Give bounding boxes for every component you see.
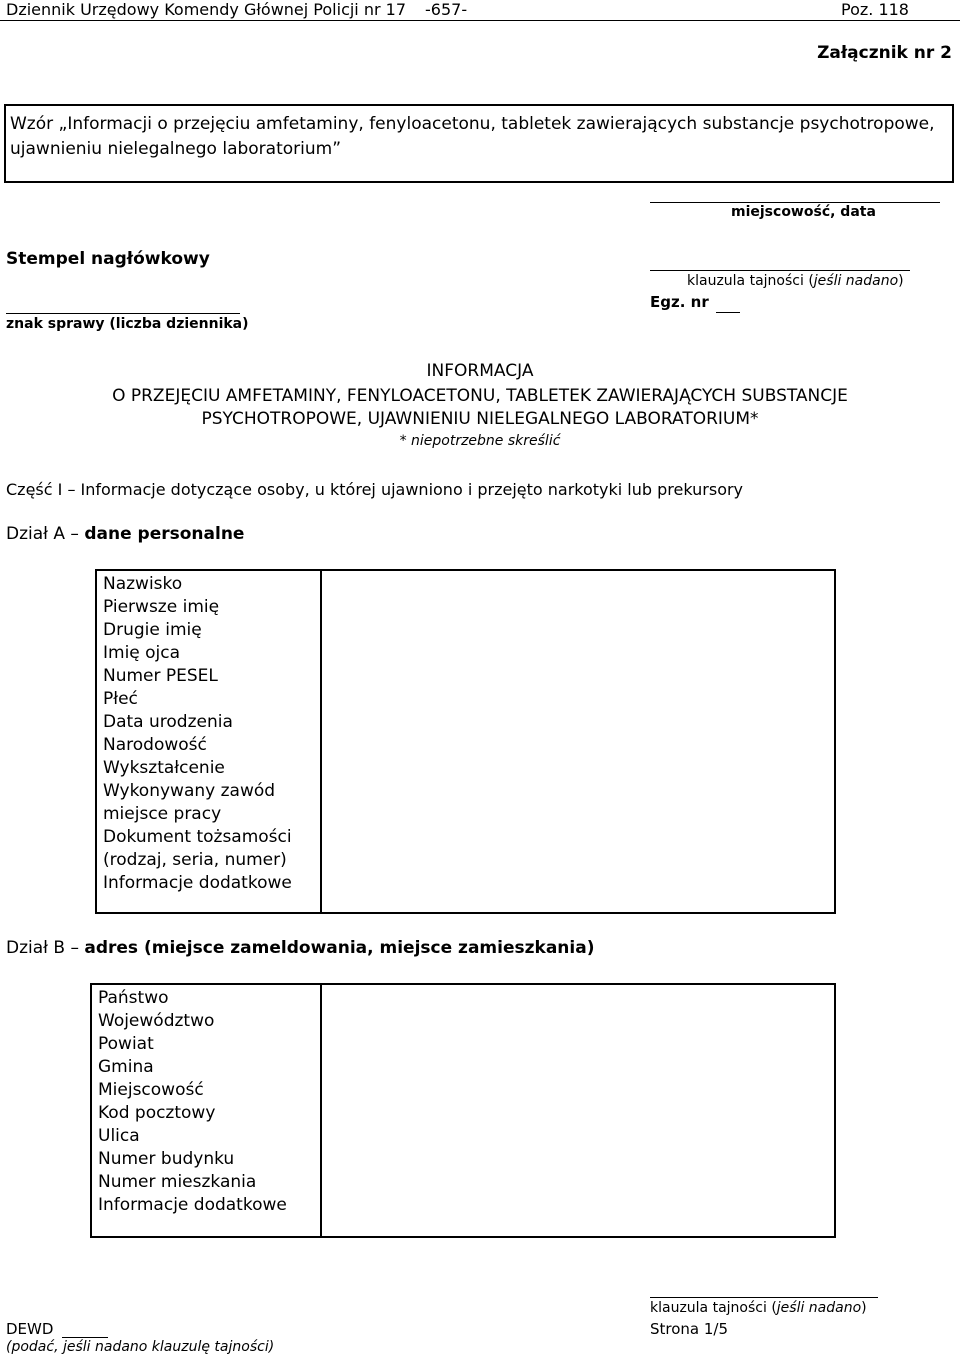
field-label: Dokument tożsamości [103,827,292,847]
field-label: Data urodzenia [103,712,233,732]
info-line2: PSYCHOTROPOWE, UJAWNIENIU NIELEGALNEGO LABORATORIUM* [201,409,759,429]
footer-dewd-line [62,1337,108,1338]
info-line1: O PRZEJĘCIU AMFETAMINY, FENYLOACETONU, TABLETEK ZAWIERAJĄCYCH SUBSTANCJE [112,386,848,406]
secrecy-line [650,270,910,271]
field-label: Numer budynku [98,1149,235,1169]
footer-secrecy-label [650,1300,867,1316]
field-label: Numer mieszkania [98,1172,257,1192]
page-number: -657- [425,0,468,19]
field-label: Powiat [98,1034,154,1054]
field-label: Numer PESEL [103,666,218,686]
footer-secrecy-text: klauzula tajności ( [650,1300,777,1316]
field-label: Płeć [103,689,138,709]
section-a-values[interactable] [321,570,835,913]
secrecy-close: ) [898,273,904,289]
section-b-heading [6,938,594,958]
section-b-prefix: Dział B – [6,938,79,958]
section-a-field-list [97,571,320,895]
copy-number-line [716,312,740,313]
template-title-line1: Wzór „Informacji o przejęciu amfetaminy, fenyloacetonu, tabletek zawierających substancje psychotropowe, [10,114,935,134]
secrecy-label [687,273,904,289]
section-b-table [90,983,836,1238]
section-a-prefix: Dział A – [6,524,79,544]
section-b-field-list [92,985,320,1217]
field-label: Nazwisko [103,574,183,594]
footer-secrecy-line [650,1297,878,1298]
field-label: Wykonywany zawód [103,781,276,801]
footer-page: Strona 1/5 [650,1320,729,1338]
footer-secrecy-italic: jeśli nadano [776,1300,862,1316]
footer-dewd-note: (podać, jeśli nadano klauzulę tajności) [6,1339,275,1355]
place-date-label: miejscowość, data [731,204,876,220]
template-title-box [4,104,954,183]
field-label: Ulica [98,1126,140,1146]
info-footnote: * niepotrzebne skreślić [399,433,561,449]
section-a-labels [96,570,321,913]
field-label: Pierwsze imię [103,597,220,617]
place-date-line [650,202,940,203]
case-number-line [6,313,240,314]
copy-number-label: Egz. nr [650,293,709,311]
footer-dewd: DEWD [6,1320,54,1338]
secrecy-italic: jeśli nadano [813,273,899,289]
secrecy-text: klauzula tajności ( [687,273,814,289]
section-a-table [95,569,836,914]
field-label: miejsce pracy [103,804,222,824]
field-label: Informacje dodatkowe [103,873,292,893]
field-label: Narodowość [103,735,207,755]
field-label: Państwo [98,988,169,1008]
field-label: Województwo [98,1011,215,1031]
case-number-label: znak sprawy (liczba dziennika) [6,316,249,332]
section-a-title: dane personalne [84,524,245,544]
field-label: Informacje dodatkowe [98,1195,287,1215]
part1-heading: Część I – Informacje dotyczące osoby, u której ujawniono i przejęto narkotyki lub prekursory [6,480,744,499]
position-number: Poz. 118 [841,0,909,19]
section-a-heading [6,524,244,544]
field-label: Gmina [98,1057,154,1077]
field-label: (rodzaj, seria, numer) [103,850,287,870]
section-b-labels [91,984,321,1237]
field-label: Drugie imię [103,620,202,640]
footer-secrecy-close: ) [861,1300,867,1316]
field-label: Wykształcenie [103,758,225,778]
info-title: INFORMACJA [426,361,534,381]
field-label: Miejscowość [98,1080,204,1100]
template-title-line2: ujawnieniu nielegalnego laboratorium” [10,139,342,159]
stamp-label: Stempel nagłówkowy [6,249,210,269]
section-b-title: adres (miejsce zameldowania, miejsce zamieszkania) [84,938,595,958]
field-label: Kod pocztowy [98,1103,216,1123]
journal-title: Dziennik Urzędowy Komendy Głównej Policji nr 17 [6,0,406,19]
attachment-label: Załącznik nr 2 [817,43,952,63]
header-divider [0,20,960,21]
field-label: Imię ojca [103,643,181,663]
section-b-values[interactable] [321,984,835,1237]
